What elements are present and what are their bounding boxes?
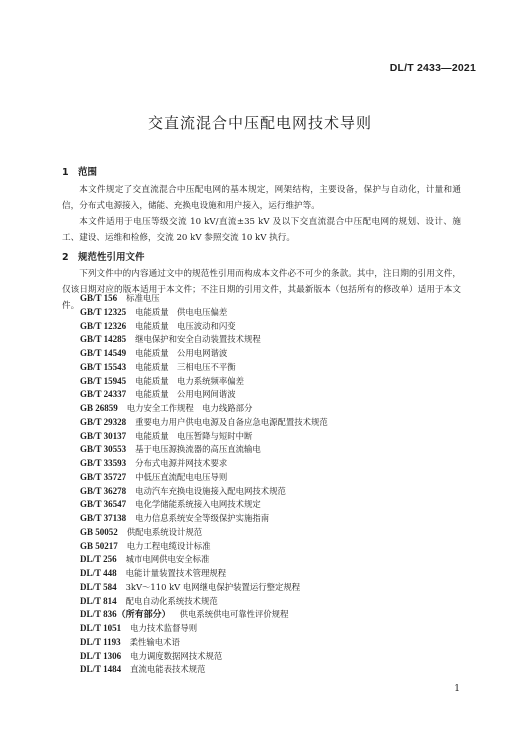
reference-code: DL/T 584 bbox=[80, 581, 117, 592]
reference-item bbox=[80, 498, 328, 512]
reference-code: GB/T 30553 bbox=[80, 444, 127, 455]
page-number: 1 bbox=[454, 684, 460, 694]
reference-item bbox=[80, 375, 328, 389]
section-2-title: 规范性引用文件 bbox=[78, 252, 145, 263]
reference-title: 柔性输电术语 bbox=[129, 636, 180, 647]
reference-item bbox=[80, 553, 328, 567]
reference-code: DL/T 814 bbox=[80, 595, 117, 606]
normative-references-list bbox=[80, 292, 328, 677]
section-1-number: 1 bbox=[62, 167, 69, 178]
section-2-number: 2 bbox=[62, 252, 69, 263]
reference-code: DL/T 256 bbox=[80, 554, 117, 565]
reference-title: 电能质量 供电电压偏差 bbox=[135, 306, 228, 317]
reference-code: GB 50217 bbox=[80, 540, 118, 551]
reference-item bbox=[80, 347, 328, 361]
reference-item bbox=[80, 306, 328, 320]
reference-title: 分布式电源并网技术要求 bbox=[135, 458, 228, 468]
reference-title: 中低压直流配电电压导则 bbox=[135, 471, 228, 482]
reference-code: GB/T 33593 bbox=[80, 458, 127, 468]
reference-code: GB/T 12326 bbox=[80, 320, 127, 331]
reference-item bbox=[80, 443, 328, 457]
reference-title: 城市电网供电安全标准 bbox=[125, 554, 210, 565]
reference-item bbox=[80, 526, 328, 540]
reference-title: 电能质量 公用电网谐波 bbox=[135, 348, 228, 358]
reference-item bbox=[80, 636, 328, 650]
reference-title: 继电保护和安全自动装置技术规程 bbox=[135, 334, 261, 345]
reference-item bbox=[80, 622, 328, 636]
reference-code: DL/T 1484 bbox=[80, 664, 122, 675]
reference-code: GB 50052 bbox=[80, 526, 118, 537]
reference-title: 供配电系统设计规范 bbox=[126, 526, 203, 537]
reference-item bbox=[80, 430, 328, 444]
reference-item bbox=[80, 581, 328, 595]
section-1-heading bbox=[62, 164, 97, 178]
reference-code: DL/T 1193 bbox=[80, 636, 121, 647]
reference-title: 电力安全工作规程 电力线路部分 bbox=[126, 403, 253, 413]
reference-title: 电能质量 电压暂降与短时中断 bbox=[135, 430, 253, 441]
reference-code: GB/T 15945 bbox=[80, 375, 127, 386]
section-2-paragraph-1: 下列文件中的内容通过文中的规范性引用而构成本文件必不可少的条款。其中，注日期的引用文件，仅该日期对应的版本适用于本文件；不注日期的引用文件，其最新版本（包括所有的修改单）适用于本文件。 bbox=[62, 269, 461, 311]
section-1-title: 范围 bbox=[78, 167, 98, 178]
reference-title: 电能质量 公用电网间谐波 bbox=[135, 389, 236, 400]
section-2-heading bbox=[62, 249, 145, 263]
reference-code: GB/T 35727 bbox=[80, 471, 127, 482]
section-1-paragraph-2: 本文件适用于电压等级交流 10 kV/直流±35 kV 及以下交直流混合中压配电网的规划、设计、施工、建设、运维和检修，交流 20 kV 参照交流 10 kV 执行。 bbox=[62, 217, 461, 243]
document-title: 交直流混合中压配电网技术导则 bbox=[147, 114, 372, 132]
reference-code: GB/T 156 bbox=[80, 293, 118, 303]
reference-title: 3kV～110 kV 电网继电保护装置运行整定规程 bbox=[125, 581, 301, 592]
reference-item bbox=[80, 595, 328, 609]
reference-code: GB/T 14285 bbox=[80, 334, 127, 345]
reference-item bbox=[80, 388, 328, 402]
reference-title: 电力工程电缆设计标准 bbox=[126, 540, 211, 551]
reference-title: 重要电力用户供电电源及自备应急电源配置技术规范 bbox=[135, 416, 328, 427]
reference-title: 电力技术监督导则 bbox=[130, 623, 198, 633]
reference-code: GB/T 14549 bbox=[80, 348, 127, 358]
reference-code: GB 26859 bbox=[80, 403, 118, 413]
reference-item bbox=[80, 292, 328, 306]
reference-title: 电化学储能系统接入电网技术规定 bbox=[135, 499, 261, 510]
reference-item bbox=[80, 402, 328, 416]
reference-title: 供电系统供电可靠性评价规程 bbox=[179, 609, 289, 620]
reference-code: GB/T 36278 bbox=[80, 485, 127, 496]
reference-item bbox=[80, 485, 328, 499]
reference-code: GB/T 36547 bbox=[80, 499, 127, 510]
standard-code: DL/T 2433—2021 bbox=[389, 62, 476, 74]
reference-title: 电能质量 三相电压不平衡 bbox=[135, 361, 236, 372]
reference-code: GB/T 12325 bbox=[80, 306, 127, 317]
reference-item bbox=[80, 416, 328, 430]
reference-item bbox=[80, 608, 328, 622]
reference-title: 配电自动化系统技术规范 bbox=[125, 595, 218, 606]
reference-title: 直流电能表技术规范 bbox=[130, 664, 206, 675]
reference-code: GB/T 15543 bbox=[80, 361, 127, 372]
reference-item bbox=[80, 540, 328, 554]
reference-code: DL/T 1051 bbox=[80, 623, 122, 633]
reference-title: 电力调度数据网技术规范 bbox=[130, 650, 223, 661]
reference-code: GB/T 37138 bbox=[80, 513, 127, 523]
reference-item bbox=[80, 471, 328, 485]
reference-item bbox=[80, 512, 328, 526]
reference-item bbox=[80, 650, 328, 664]
reference-title: 电动汽车充换电设施接入配电网技术规范 bbox=[135, 485, 286, 496]
reference-title: 电能质量 电力系统频率偏差 bbox=[135, 375, 244, 386]
reference-item bbox=[80, 663, 328, 677]
reference-item bbox=[80, 457, 328, 471]
reference-code: GB/T 24337 bbox=[80, 389, 127, 400]
section-1-paragraph-1: 本文件规定了交直流混合中压配电网的基本规定，网架结构，主要设备，保护与自动化，计量和通信，分布式电源接入，储能、充换电设施和用户接入，运行维护等。 bbox=[62, 185, 461, 211]
reference-code: DL/T 448 bbox=[80, 568, 117, 578]
reference-code: GB/T 29328 bbox=[80, 416, 127, 427]
reference-code: GB/T 30137 bbox=[80, 430, 127, 441]
reference-title: 电力信息系统安全等级保护实施指南 bbox=[135, 513, 270, 523]
reference-item bbox=[80, 361, 328, 375]
reference-item bbox=[80, 567, 328, 581]
reference-title: 电能质量 电压波动和闪变 bbox=[135, 320, 236, 331]
reference-code: DL/T 1306 bbox=[80, 650, 122, 661]
reference-title: 标准电压 bbox=[126, 293, 160, 303]
reference-item bbox=[80, 320, 328, 334]
reference-code: DL/T 836（所有部分） bbox=[80, 609, 171, 620]
reference-title: 电能计量装置技术管理规程 bbox=[125, 568, 227, 578]
reference-item bbox=[80, 333, 328, 347]
reference-title: 基于电压源换流器的高压直流输电 bbox=[135, 444, 261, 455]
